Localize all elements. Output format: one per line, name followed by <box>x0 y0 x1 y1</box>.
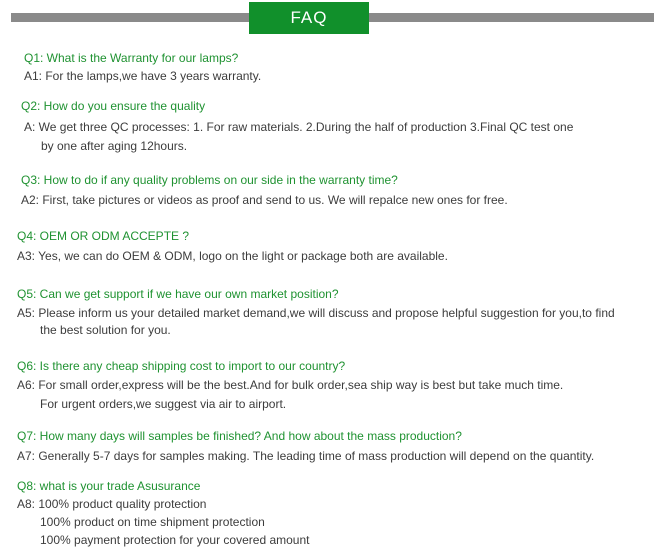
faq-answer-5-line-1: A5: Please inform us your detailed market demand,we will discuss and propose helpful suggestion for you,to find <box>17 306 615 320</box>
faq-question-7: Q7: How many days will samples be finished? And how about the mass production? <box>17 429 462 443</box>
faq-answer-8-line-3: 100% payment protection for your covered amount <box>40 533 310 547</box>
faq-title-tab <box>249 2 369 34</box>
faq-answer-2-line-1: A: We get three QC processes: 1. For raw materials. 2.During the half of production 3.Final QC test one <box>24 120 574 134</box>
faq-answer-6-line-1: A6: For small order,express will be the best.And for bulk order,sea ship way is best but take much time. <box>17 378 564 392</box>
faq-question-1: Q1: What is the Warranty for our lamps? <box>24 51 239 65</box>
faq-question-4: Q4: OEM OR ODM ACCEPTE ? <box>17 229 190 243</box>
faq-answer-2-line-2: by one after aging 12hours. <box>41 139 188 153</box>
header-divider-left <box>11 13 250 22</box>
faq-answer-8-line-2: 100% product on time shipment protection <box>40 515 265 529</box>
faq-question-2: Q2: How do you ensure the quality <box>21 99 206 113</box>
faq-answer-6-line-2: For urgent orders,we suggest via air to airport. <box>40 397 287 411</box>
faq-answer-8-line-1: A8: 100% product quality protection <box>17 497 207 511</box>
header-divider-right <box>368 13 654 22</box>
faq-question-5: Q5: Can we get support if we have our own market position? <box>17 287 339 301</box>
faq-question-6: Q6: Is there any cheap shipping cost to import to our country? <box>17 359 346 373</box>
faq-answer-5-line-2: the best solution for you. <box>40 323 171 337</box>
faq-answer-3-line-1: A2: First, take pictures or videos as proof and send to us. We will repalce new ones for free. <box>21 193 508 207</box>
faq-question-3: Q3: How to do if any quality problems on our side in the warranty time? <box>21 173 398 187</box>
faq-answer-7-line-1: A7: Generally 5-7 days for samples making. The leading time of mass production will depend on the quantity. <box>17 449 595 463</box>
faq-title: FAQ <box>290 8 328 27</box>
faq-answer-4-line-1: A3: Yes, we can do OEM & ODM, logo on the light or package both are available. <box>17 249 448 263</box>
faq-question-8: Q8: what is your trade Asusurance <box>17 479 201 493</box>
faq-answer-1-line-1: A1: For the lamps,we have 3 years warranty. <box>24 69 262 83</box>
